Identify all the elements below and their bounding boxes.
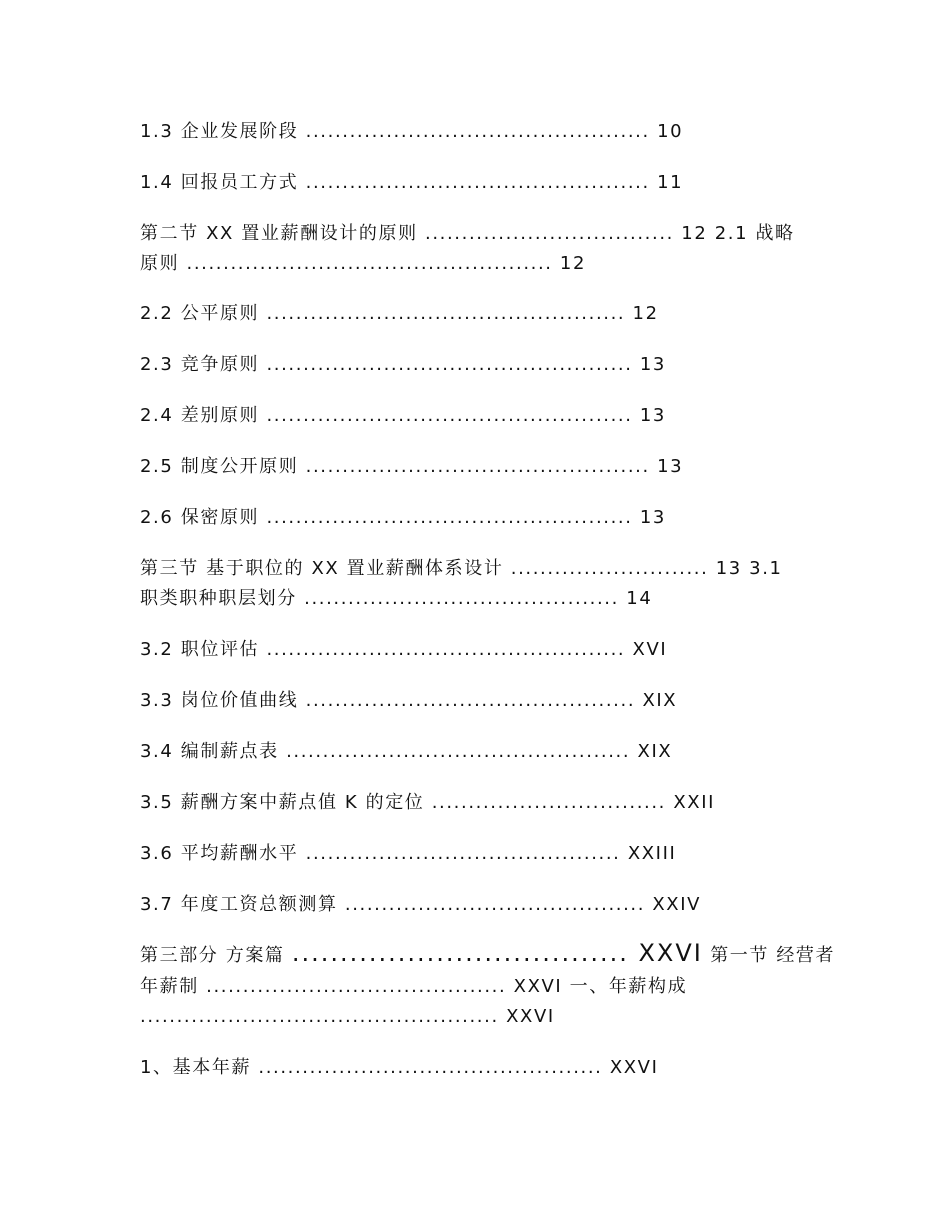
toc-entry: 2.3 竞争原则 .................................................. 13: [140, 354, 666, 375]
toc-entry-part3: [140, 939, 836, 967]
part3-suffix: 第一节 经营者: [702, 945, 836, 966]
toc-entry: 1.3 企业发展阶段 ............................................... 10: [140, 121, 684, 142]
toc-entry: 2.2 公平原则 ................................................. 12: [140, 303, 659, 324]
toc-entry: 2.5 制度公开原则 ............................................... 13: [140, 456, 684, 477]
part3-prefix: 第三部分 方案篇: [140, 945, 292, 966]
toc-entry: 3.5 薪酬方案中薪点值 K 的定位 ................................ XXII: [140, 792, 716, 813]
part3-page: XXVI: [628, 939, 703, 967]
toc-entry: 1.4 回报员工方式 ............................................... 11: [140, 172, 684, 193]
toc-entry: 原则 .................................................. 12: [140, 253, 587, 274]
toc-entry: 职类职种职层划分 ........................................... 14: [140, 588, 653, 609]
part3-dots: ...................................: [291, 939, 629, 967]
toc-entry: 第二节 XX 置业薪酬设计的原则 .................................. 12 2.1 战略: [140, 223, 795, 244]
toc-entry: 3.4 编制薪点表 ............................................... XIX: [140, 741, 673, 762]
toc-entry: 年薪制 ......................................... XXVI 一、年薪构成: [140, 976, 688, 997]
toc-entry: 3.2 职位评估 ................................................. XVI: [140, 639, 668, 660]
toc-entry: 3.3 岗位价值曲线 ............................................. XIX: [140, 690, 678, 711]
toc-entry: 3.7 年度工资总额测算 ......................................... XXIV: [140, 894, 702, 915]
toc-entry: 3.6 平均薪酬水平 ........................................... XXIII: [140, 843, 677, 864]
toc-entry: 2.6 保密原则 .................................................. 13: [140, 507, 666, 528]
toc-entry: 第三节 基于职位的 XX 置业薪酬体系设计 ........................... 13 3.1: [140, 558, 783, 579]
toc-entry: ................................................. XXVI: [140, 1006, 555, 1027]
toc-entry: 2.4 差别原则 .................................................. 13: [140, 405, 666, 426]
toc-entry: 1、基本年薪 ............................................... XXVI: [140, 1057, 659, 1078]
